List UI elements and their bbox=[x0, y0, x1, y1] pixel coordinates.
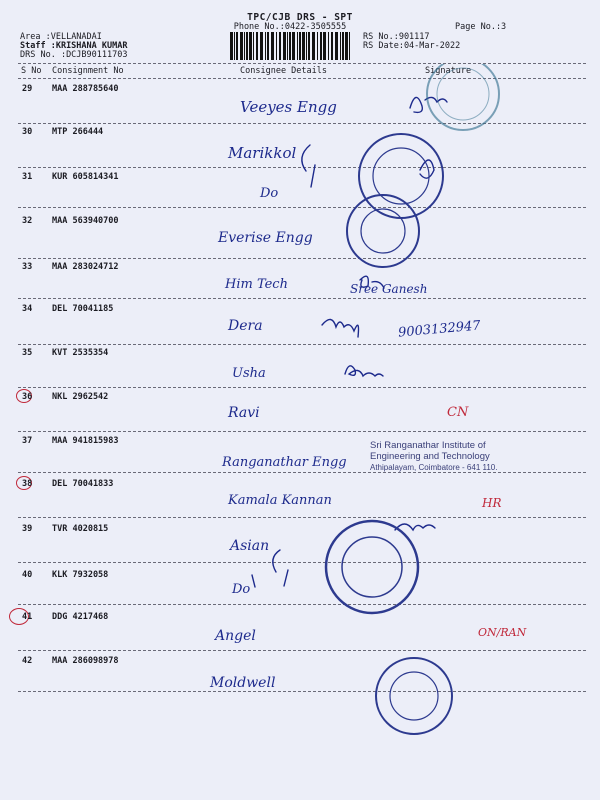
barcode-bar bbox=[331, 32, 333, 60]
barcode-bar bbox=[306, 32, 307, 60]
row-sno: 38 bbox=[22, 479, 33, 489]
barcode-bar bbox=[289, 32, 291, 60]
institute-stamp-line2: Engineering and Technology bbox=[370, 451, 490, 462]
row-consignment: DEL 70041185 bbox=[52, 304, 114, 314]
col-consignee: Consignee Details bbox=[240, 66, 327, 76]
row-divider bbox=[18, 344, 586, 345]
barcode-bar bbox=[246, 32, 248, 60]
barcode-bar bbox=[276, 32, 277, 60]
row-divider bbox=[18, 167, 586, 168]
everise-seal-stamp bbox=[344, 192, 422, 270]
column-header bbox=[0, 66, 600, 78]
barcode-bar bbox=[249, 32, 252, 60]
barcode-bar bbox=[244, 32, 245, 60]
row-consignee: Marikkol bbox=[228, 144, 297, 162]
college-seal-stamp bbox=[322, 517, 422, 617]
barcode-image bbox=[230, 32, 354, 60]
document-title: TPC/CJB DRS - SPT bbox=[247, 12, 353, 23]
barcode-bar bbox=[302, 32, 305, 60]
row-divider bbox=[18, 298, 586, 299]
row-consignee: Angel bbox=[215, 628, 256, 644]
row-consignment: KLK 7932058 bbox=[52, 570, 109, 580]
row-consignment: DEL 70041833 bbox=[52, 479, 114, 489]
signature-scribble bbox=[252, 575, 255, 587]
row-sno: 36 bbox=[22, 392, 33, 402]
row-consignment: MAA 563940700 bbox=[52, 216, 119, 226]
row-divider bbox=[18, 604, 586, 605]
institute-stamp-line1: Sri Ranganathar Institute of bbox=[370, 440, 486, 451]
institute-stamp bbox=[370, 440, 530, 473]
signature-scribble bbox=[273, 550, 288, 586]
staff-value: KRISHANA KUMAR bbox=[55, 41, 128, 51]
row-consignment: MTP 266444 bbox=[52, 127, 104, 137]
row-consignee: Ravi bbox=[228, 405, 260, 421]
row-sno: 30 bbox=[22, 127, 33, 137]
row-divider bbox=[18, 207, 586, 208]
row-sno: 41 bbox=[22, 612, 33, 622]
row-divider bbox=[18, 431, 586, 432]
barcode-bar bbox=[335, 32, 338, 60]
area-label: Area : bbox=[20, 32, 51, 42]
red-note: HR bbox=[482, 496, 502, 510]
row-divider bbox=[18, 650, 586, 651]
signature-scribble bbox=[302, 145, 315, 187]
barcode-bar bbox=[230, 32, 233, 60]
col-consignment: Consignment No bbox=[52, 66, 124, 76]
barcode-bar bbox=[260, 32, 263, 60]
barcode-bar bbox=[349, 32, 350, 60]
row-divider bbox=[18, 562, 586, 563]
barcode-bar bbox=[320, 32, 322, 60]
barcode-bar bbox=[287, 32, 288, 60]
barcode-bar bbox=[283, 32, 286, 60]
page-number: Page No.:3 bbox=[455, 22, 507, 32]
row-consignment: DDG 4217468 bbox=[52, 612, 109, 622]
barcode-bar bbox=[342, 32, 344, 60]
row-consignment: MAA 283024712 bbox=[52, 262, 119, 272]
row-consignee: Everise Engg bbox=[218, 230, 313, 246]
rs-date: RS Date:04-Mar-2022 bbox=[363, 41, 461, 51]
row-sno: 32 bbox=[22, 216, 33, 226]
barcode-bar bbox=[253, 32, 254, 60]
barcode-bar bbox=[265, 32, 266, 60]
row-consignee: Dera bbox=[228, 318, 263, 334]
row-consignment: KUR 605814341 bbox=[52, 172, 119, 182]
row-consignment: MAA 288785640 bbox=[52, 84, 119, 94]
row-sno: 35 bbox=[22, 348, 33, 358]
drs-label: DRS No. : bbox=[20, 50, 67, 60]
barcode-bar bbox=[328, 32, 329, 60]
row-consignee: Usha bbox=[232, 366, 266, 381]
row-sno: 29 bbox=[22, 84, 33, 94]
drs-value: DCJB90111703 bbox=[66, 50, 128, 60]
barcode-bar bbox=[340, 32, 341, 60]
row-consignee: Him Tech bbox=[225, 277, 288, 292]
row-sno: 40 bbox=[22, 570, 33, 580]
barcode-bar bbox=[299, 32, 301, 60]
signature-scribble bbox=[345, 366, 383, 376]
row-sno: 34 bbox=[22, 304, 33, 314]
staff-label: Staff : bbox=[20, 41, 56, 51]
row-consignee: Kamala Kannan bbox=[228, 493, 332, 508]
row-consignee: Do bbox=[232, 582, 251, 597]
barcode-bar bbox=[271, 32, 274, 60]
barcode-bar bbox=[345, 32, 348, 60]
row-divider bbox=[18, 387, 586, 388]
signature-scribble bbox=[322, 319, 359, 337]
signature-text: Sree Ganesh bbox=[350, 282, 428, 296]
rs-number: RS No.:901117 bbox=[363, 32, 430, 42]
barcode-bar bbox=[234, 32, 235, 60]
row-divider bbox=[18, 517, 586, 518]
row-sno: 42 bbox=[22, 656, 33, 666]
row-sno: 37 bbox=[22, 436, 33, 446]
barcode-bar bbox=[240, 32, 243, 60]
red-note: CN bbox=[447, 405, 469, 420]
drs-field bbox=[20, 50, 127, 60]
barcode-bar bbox=[297, 32, 298, 60]
row-consignment: KVT 2535354 bbox=[52, 348, 109, 358]
row-consignee: Do bbox=[260, 186, 279, 201]
row-consignment: MAA 286098978 bbox=[52, 656, 119, 666]
area-value: VELLANADAI bbox=[50, 32, 102, 42]
row-consignee: Veeyes Engg bbox=[240, 98, 337, 116]
row-sno: 33 bbox=[22, 262, 33, 272]
row-consignment: TVR 4020815 bbox=[52, 524, 109, 534]
row-consignee: Asian bbox=[230, 538, 270, 554]
row-divider bbox=[18, 258, 586, 259]
phone-number: Phone No.:0422-3505555 bbox=[233, 22, 347, 32]
barcode-bar bbox=[312, 32, 315, 60]
barcode-bar bbox=[317, 32, 318, 60]
col-signature: Signature bbox=[425, 66, 472, 76]
red-note: ON/RAN bbox=[478, 626, 527, 639]
row-consignee: Ranganathar Engg bbox=[222, 455, 347, 470]
barcode-bar bbox=[236, 32, 238, 60]
barcode-bar bbox=[323, 32, 326, 60]
row-consignee: Moldwell bbox=[210, 675, 276, 691]
row-consignment: NKL 2962542 bbox=[52, 392, 109, 402]
moldwell-seal-stamp bbox=[372, 654, 456, 738]
institute-stamp-line3: Athipalayam, Coimbatore - 641 110. bbox=[370, 463, 498, 472]
row-sno: 31 bbox=[22, 172, 33, 182]
row-divider bbox=[18, 691, 586, 692]
barcode-bar bbox=[279, 32, 281, 60]
handwritten-phone: 9003132947 bbox=[397, 318, 482, 341]
seal-stamp bbox=[395, 64, 505, 134]
barcode-bar bbox=[292, 32, 295, 60]
barcode-bar bbox=[267, 32, 269, 60]
barcode-bar bbox=[256, 32, 258, 60]
row-sno: 39 bbox=[22, 524, 33, 534]
barcode-bar bbox=[308, 32, 310, 60]
col-sno: S No bbox=[21, 66, 42, 76]
row-consignment: MAA 941815983 bbox=[52, 436, 119, 446]
